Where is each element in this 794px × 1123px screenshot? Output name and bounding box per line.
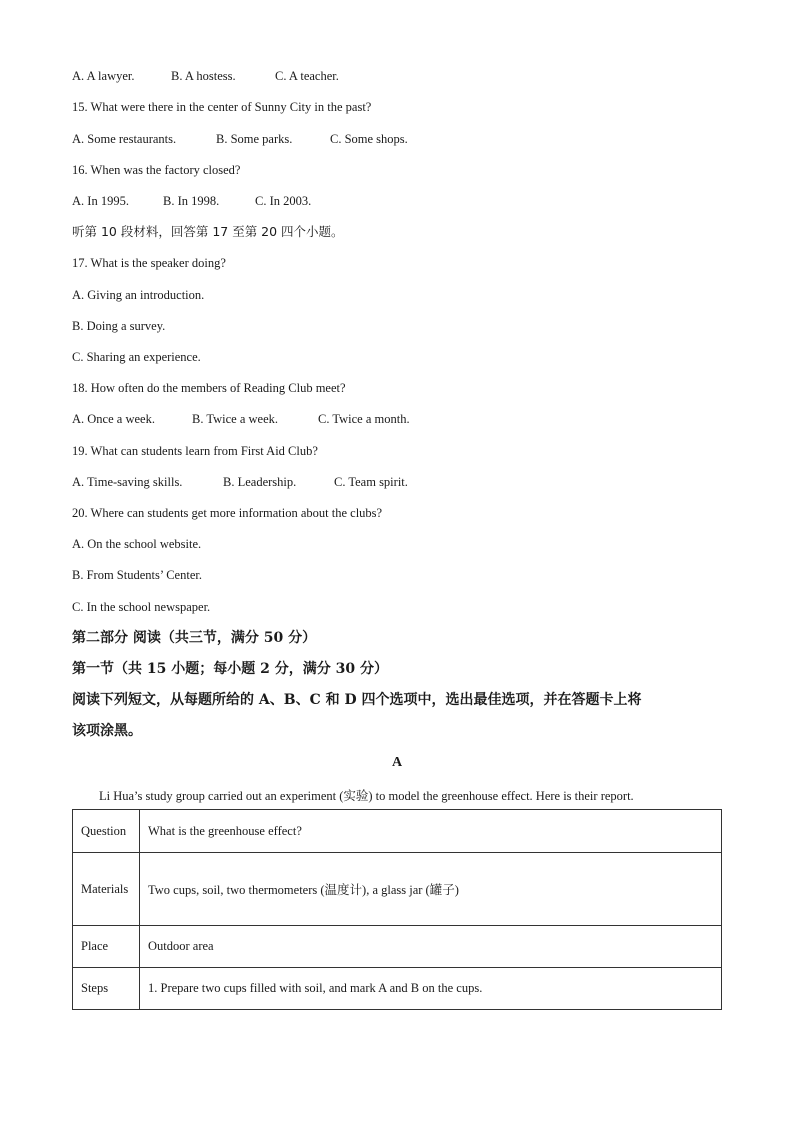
q18-option-c: C. Twice a month. bbox=[318, 412, 410, 426]
q19-option-c: C. Team spirit. bbox=[334, 475, 408, 489]
row-content: What is the greenhouse effect? bbox=[140, 810, 722, 853]
q19-options bbox=[72, 474, 408, 490]
q17-option-c: C. Sharing an experience. bbox=[72, 350, 201, 364]
row-label: Materials bbox=[73, 853, 140, 926]
q16-option-c: C. In 2003. bbox=[255, 194, 312, 208]
reading-instruction-line2: 该项涂黑。 bbox=[72, 723, 142, 739]
reading-instruction-line1: 阅读下列短文，从每题所给的 A、B、C 和 D 四个选项中，选出最佳选项，并在答题卡上将 bbox=[72, 692, 642, 708]
q16-options bbox=[72, 193, 311, 209]
q15-option-a: A. Some restaurants. bbox=[72, 132, 177, 146]
q20-option-c: C. In the school newspaper. bbox=[72, 600, 211, 614]
q14-option-c: C. A teacher. bbox=[275, 69, 339, 83]
passage-intro: Li Hua’s study group carried out an experiment (实验) to model the greenhouse effect. Here is their report. bbox=[99, 789, 634, 803]
q14-option-b: B. A hostess. bbox=[171, 69, 236, 83]
q16-option-a: A. In 1995. bbox=[72, 194, 129, 208]
q17-question: 17. What is the speaker doing? bbox=[72, 256, 226, 270]
q14-options bbox=[72, 68, 339, 84]
table-row bbox=[73, 926, 722, 968]
q20-option-a: A. On the school website. bbox=[72, 537, 202, 551]
q16-option-b: B. In 1998. bbox=[163, 194, 220, 208]
row-label: Question bbox=[73, 810, 140, 853]
q18-option-b: B. Twice a week. bbox=[192, 412, 279, 426]
section1-heading: 第一节（共 15 小题；每小题 2 分，满分 30 分） bbox=[72, 661, 388, 677]
q16-question: 16. When was the factory closed? bbox=[72, 163, 241, 177]
q17-option-a: A. Giving an introduction. bbox=[72, 288, 205, 302]
q15-question: 15. What were there in the center of Sunny City in the past? bbox=[72, 100, 372, 114]
row-label: Steps bbox=[73, 968, 140, 1010]
q20-option-b: B. From Students’ Center. bbox=[72, 568, 202, 582]
q18-option-a: A. Once a week. bbox=[72, 412, 155, 426]
q18-options bbox=[72, 411, 410, 427]
row-content: 1. Prepare two cups filled with soil, and mark A and B on the cups. bbox=[140, 968, 722, 1010]
q19-option-a: A. Time-saving skills. bbox=[72, 475, 183, 489]
q18-question: 18. How often do the members of Reading Club meet? bbox=[72, 381, 346, 395]
row-label: Place bbox=[73, 926, 140, 968]
report-table bbox=[72, 809, 722, 1010]
q15-option-b: B. Some parks. bbox=[216, 132, 293, 146]
q19-question: 19. What can students learn from First Aid Club? bbox=[72, 444, 318, 458]
row-content: Two cups, soil, two thermometers (温度计), a glass jar (罐子) bbox=[140, 853, 722, 926]
q19-option-b: B. Leadership. bbox=[223, 475, 297, 489]
passage10-instruction: 听第 10 段材料，回答第 17 至第 20 四个小题。 bbox=[72, 224, 344, 239]
q20-question: 20. Where can students get more information about the clubs? bbox=[72, 506, 383, 520]
table-row bbox=[73, 853, 722, 926]
row-content: Outdoor area bbox=[140, 926, 722, 968]
q15-options bbox=[72, 131, 408, 147]
q14-option-a: A. A lawyer. bbox=[72, 69, 135, 83]
q17-option-b: B. Doing a survey. bbox=[72, 319, 166, 333]
table-row bbox=[73, 968, 722, 1010]
part2-heading: 第二部分 阅读（共三节，满分 50 分） bbox=[72, 630, 317, 646]
q15-option-c: C. Some shops. bbox=[330, 132, 408, 146]
passage-letter: A bbox=[391, 755, 403, 770]
table-row bbox=[73, 810, 722, 853]
